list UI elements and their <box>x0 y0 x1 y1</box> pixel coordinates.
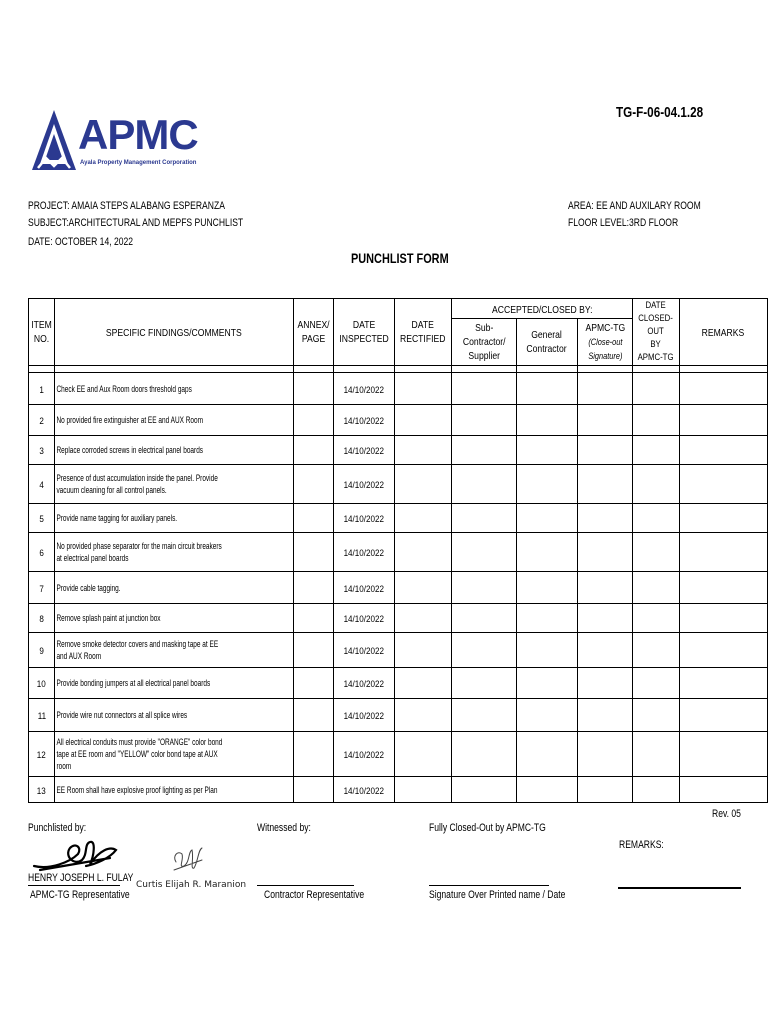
subject-line: SUBJECT:ARCHITECTURAL AND MEPFS PUNCHLIST <box>28 217 244 229</box>
table-row <box>29 604 768 633</box>
item-no-text: 9 <box>39 646 44 657</box>
date-closed-cell <box>633 504 679 533</box>
item-no-cell <box>29 633 55 668</box>
table-row <box>29 699 768 732</box>
date-line: DATE: OCTOBER 14, 2022 <box>28 236 134 248</box>
apmc-tg-cell <box>577 732 633 777</box>
date-inspected-text: 14/10/2022 <box>344 614 385 625</box>
item-no-text: 5 <box>39 514 44 525</box>
date-rectified-cell <box>395 572 451 604</box>
table-header-row <box>29 299 768 319</box>
remarks-cell <box>679 504 767 533</box>
table-row <box>29 668 768 699</box>
header-date-closed: DATE CLOSED-OUT BY APMC-TG <box>633 299 679 366</box>
date-rectified-cell <box>395 732 451 777</box>
apmc-tg-cell <box>577 465 633 504</box>
date-closed-cell <box>633 777 679 803</box>
date-inspected-text: 14/10/2022 <box>344 446 385 457</box>
date-inspected-text: 14/10/2022 <box>344 750 385 761</box>
annex-cell <box>294 633 334 668</box>
subcontractor-cell <box>451 668 516 699</box>
role-signature: Signature Over Printed name / Date <box>429 889 566 901</box>
item-no-cell <box>29 732 55 777</box>
general-contractor-cell <box>517 732 578 777</box>
role-apmc-tg: APMC-TG Representative <box>30 889 130 901</box>
project-line: PROJECT: AMAIA STEPS ALABANG ESPERANZA <box>28 200 225 212</box>
general-contractor-cell <box>517 405 578 436</box>
date-inspected-text: 14/10/2022 <box>344 679 385 690</box>
finding-cell <box>55 533 294 572</box>
date-closed-cell <box>633 465 679 504</box>
name-curtis-maranion: Curtis Elijah R. Maranion <box>136 880 247 890</box>
date-closed-cell <box>633 405 679 436</box>
date-inspected-cell <box>334 436 395 465</box>
remarks-cell <box>679 732 767 777</box>
date-rectified-cell <box>395 504 451 533</box>
finding-text: Provide name tagging for auxiliary panels. <box>56 513 178 523</box>
remarks-label: REMARKS: <box>619 839 664 851</box>
header-subcontractor: Sub-Contractor/ Supplier <box>451 319 516 366</box>
general-contractor-cell <box>517 504 578 533</box>
table-row <box>29 436 768 465</box>
date-inspected-cell <box>334 373 395 405</box>
remarks-cell <box>679 436 767 465</box>
remarks-cell <box>679 373 767 405</box>
item-no-text: 3 <box>39 446 44 457</box>
apmc-triangle-icon <box>30 108 78 174</box>
date-closed-cell <box>633 533 679 572</box>
signature-curtis-maranion <box>168 842 208 878</box>
item-no-cell <box>29 777 55 803</box>
finding-text: Presence of dust accumulation inside the panel. Provide vacuum cleaning for all control panels. <box>56 473 218 495</box>
subcontractor-cell <box>451 373 516 405</box>
date-closed-cell <box>633 732 679 777</box>
item-no-cell <box>29 699 55 732</box>
item-no-cell <box>29 668 55 699</box>
date-inspected-text: 14/10/2022 <box>344 480 385 491</box>
header-annex: ANNEX/ PAGE <box>294 299 334 366</box>
subcontractor-cell <box>451 504 516 533</box>
subcontractor-cell <box>451 533 516 572</box>
logo-subtitle: Ayala Property Management Corporation <box>80 160 197 166</box>
subcontractor-cell <box>451 405 516 436</box>
general-contractor-cell <box>517 633 578 668</box>
remarks-cell <box>679 604 767 633</box>
revision-label: Rev. 05 <box>712 808 741 820</box>
date-inspected-cell <box>334 668 395 699</box>
apmc-tg-cell <box>577 405 633 436</box>
date-closed-cell <box>633 436 679 465</box>
finding-cell <box>55 668 294 699</box>
apmc-tg-cell <box>577 777 633 803</box>
finding-text: Provide bonding jumpers at all electrical panel boards <box>56 678 211 688</box>
signature-henry-fulay <box>30 836 120 876</box>
finding-cell <box>55 405 294 436</box>
general-contractor-cell <box>517 572 578 604</box>
date-inspected-text: 14/10/2022 <box>344 514 385 525</box>
annex-cell <box>294 572 334 604</box>
table-row <box>29 504 768 533</box>
annex-cell <box>294 777 334 803</box>
date-rectified-cell <box>395 699 451 732</box>
table-row <box>29 533 768 572</box>
subcontractor-cell <box>451 732 516 777</box>
date-rectified-cell <box>395 604 451 633</box>
table-row <box>29 572 768 604</box>
finding-text: Check EE and Aux Room doors threshold gaps <box>56 383 192 394</box>
finding-cell <box>55 572 294 604</box>
date-inspected-cell <box>334 533 395 572</box>
item-no-cell <box>29 405 55 436</box>
general-contractor-cell <box>517 465 578 504</box>
date-closed-cell <box>633 373 679 405</box>
signature-line-1 <box>28 885 120 886</box>
date-inspected-cell <box>334 504 395 533</box>
header-date-inspected: DATE INSPECTED <box>334 299 395 366</box>
date-closed-cell <box>633 572 679 604</box>
header-accepted-by: ACCEPTED/CLOSED BY: <box>451 299 633 319</box>
date-inspected-cell <box>334 405 395 436</box>
date-inspected-cell <box>334 633 395 668</box>
item-no-text: 4 <box>39 480 44 491</box>
form-title: PUNCHLIST FORM <box>351 250 449 266</box>
header-date-rectified: DATE RECTIFIED <box>395 299 451 366</box>
subcontractor-cell <box>451 572 516 604</box>
finding-cell <box>55 373 294 405</box>
apmc-tg-cell <box>577 668 633 699</box>
date-inspected-cell <box>334 572 395 604</box>
item-no-cell <box>29 373 55 405</box>
date-closed-cell <box>633 633 679 668</box>
annex-cell <box>294 436 334 465</box>
date-closed-cell <box>633 699 679 732</box>
role-contractor: Contractor Representative <box>264 889 365 901</box>
apmc-tg-cell <box>577 533 633 572</box>
item-no-text: 2 <box>39 416 44 427</box>
document-number: TG-F-06-04.1.28 <box>616 104 704 121</box>
annex-cell <box>294 699 334 732</box>
date-inspected-cell <box>334 732 395 777</box>
apmc-tg-cell <box>577 572 633 604</box>
item-no-cell <box>29 465 55 504</box>
date-inspected-cell <box>334 699 395 732</box>
item-no-text: 1 <box>39 384 44 396</box>
subcontractor-cell <box>451 777 516 803</box>
finding-text: Remove splash paint at junction box <box>56 613 161 623</box>
annex-cell <box>294 533 334 572</box>
header-findings: SPECIFIC FINDINGS/COMMENTS <box>55 299 294 366</box>
finding-text: Replace corroded screws in electrical panel boards <box>56 445 204 455</box>
date-inspected-cell <box>334 777 395 803</box>
general-contractor-cell <box>517 533 578 572</box>
date-inspected-text: 14/10/2022 <box>344 583 385 595</box>
floor-line: FLOOR LEVEL:3RD FLOOR <box>568 217 679 229</box>
punchlist-table <box>28 298 768 803</box>
apmc-tg-cell <box>577 436 633 465</box>
finding-text: All electrical conduits must provide "ORANGE" color bond tape at EE room and "YELLOW" color bond tape at AUX room <box>56 737 223 771</box>
remarks-cell <box>679 465 767 504</box>
finding-text: Remove smoke detector covers and masking tape at EE and AUX Room <box>56 639 219 661</box>
item-no-cell <box>29 533 55 572</box>
closed-out-by-label: Fully Closed-Out by APMC-TG <box>429 822 546 834</box>
header-apmc-tg: APMC-TG (Close-out Signature) <box>577 319 633 366</box>
subcontractor-cell <box>451 604 516 633</box>
date-inspected-cell <box>334 465 395 504</box>
finding-cell <box>55 732 294 777</box>
annex-cell <box>294 504 334 533</box>
item-no-text: 8 <box>39 614 44 625</box>
logo-wordmark: APMC <box>78 111 198 158</box>
header-item-no: ITEM NO. <box>29 299 55 366</box>
subcontractor-cell <box>451 465 516 504</box>
signature-line-2 <box>257 885 354 886</box>
finding-text: No provided phase separator for the main circuit breakers at electrical panel boards <box>56 541 222 563</box>
date-rectified-cell <box>395 633 451 668</box>
remarks-cell <box>679 699 767 732</box>
item-no-text: 6 <box>39 548 44 559</box>
remarks-cell <box>679 405 767 436</box>
general-contractor-cell <box>517 604 578 633</box>
finding-cell <box>55 504 294 533</box>
punchlisted-by-label: Punchlisted by: <box>28 822 87 834</box>
subcontractor-cell <box>451 436 516 465</box>
annex-cell <box>294 668 334 699</box>
annex-cell <box>294 405 334 436</box>
area-line: AREA: EE AND AUXILARY ROOM <box>568 200 701 212</box>
item-no-cell <box>29 504 55 533</box>
table-row <box>29 405 768 436</box>
header-general-contractor: General Contractor <box>517 319 578 366</box>
table-row <box>29 777 768 803</box>
item-no-cell <box>29 572 55 604</box>
finding-text: EE Room shall have explosive proof lighting as per Plan <box>56 784 218 795</box>
apmc-tg-cell <box>577 633 633 668</box>
finding-cell <box>55 633 294 668</box>
finding-text: Provide wire nut connectors at all splice wires <box>56 710 188 720</box>
general-contractor-cell <box>517 436 578 465</box>
finding-cell <box>55 436 294 465</box>
apmc-tg-cell <box>577 699 633 732</box>
apmc-logo <box>30 108 198 176</box>
header-remarks: REMARKS <box>679 299 767 366</box>
item-no-cell <box>29 604 55 633</box>
remarks-cell <box>679 668 767 699</box>
date-inspected-text: 14/10/2022 <box>344 785 385 797</box>
subcontractor-cell <box>451 633 516 668</box>
annex-cell <box>294 604 334 633</box>
remarks-cell <box>679 777 767 803</box>
date-rectified-cell <box>395 465 451 504</box>
apmc-tg-cell <box>577 373 633 405</box>
apmc-tg-cell <box>577 604 633 633</box>
date-rectified-cell <box>395 405 451 436</box>
table-row <box>29 373 768 405</box>
signature-line-3 <box>429 885 549 886</box>
name-henry-fulay: HENRY JOSEPH L. FULAY <box>28 872 134 884</box>
date-rectified-cell <box>395 373 451 405</box>
annex-cell <box>294 732 334 777</box>
item-no-text: 7 <box>39 583 44 595</box>
remarks-cell <box>679 633 767 668</box>
general-contractor-cell <box>517 373 578 405</box>
date-rectified-cell <box>395 777 451 803</box>
remarks-cell <box>679 533 767 572</box>
item-no-text: 13 <box>37 785 47 797</box>
annex-cell <box>294 465 334 504</box>
date-inspected-text: 14/10/2022 <box>344 548 385 559</box>
apmc-tg-cell <box>577 504 633 533</box>
item-no-cell <box>29 436 55 465</box>
general-contractor-cell <box>517 777 578 803</box>
table-row <box>29 633 768 668</box>
finding-text: Provide cable tagging. <box>56 582 121 593</box>
witnessed-by-label: Witnessed by: <box>257 822 311 834</box>
item-no-text: 11 <box>37 711 46 722</box>
table-row <box>29 732 768 777</box>
table-row <box>29 465 768 504</box>
date-inspected-text: 14/10/2022 <box>344 711 385 722</box>
general-contractor-cell <box>517 699 578 732</box>
general-contractor-cell <box>517 668 578 699</box>
finding-cell <box>55 465 294 504</box>
date-inspected-cell <box>334 604 395 633</box>
item-no-text: 12 <box>37 750 47 761</box>
finding-cell <box>55 777 294 803</box>
date-inspected-text: 14/10/2022 <box>344 384 385 396</box>
item-no-text: 10 <box>37 679 47 690</box>
subcontractor-cell <box>451 699 516 732</box>
remarks-cell <box>679 572 767 604</box>
date-inspected-text: 14/10/2022 <box>344 416 385 427</box>
finding-cell <box>55 604 294 633</box>
remarks-line <box>618 887 741 889</box>
date-closed-cell <box>633 604 679 633</box>
annex-cell <box>294 373 334 405</box>
finding-text: No provided fire extinguisher at EE and AUX Room <box>56 415 204 425</box>
date-rectified-cell <box>395 436 451 465</box>
finding-cell <box>55 699 294 732</box>
date-inspected-text: 14/10/2022 <box>344 646 385 657</box>
date-closed-cell <box>633 668 679 699</box>
date-rectified-cell <box>395 668 451 699</box>
date-rectified-cell <box>395 533 451 572</box>
